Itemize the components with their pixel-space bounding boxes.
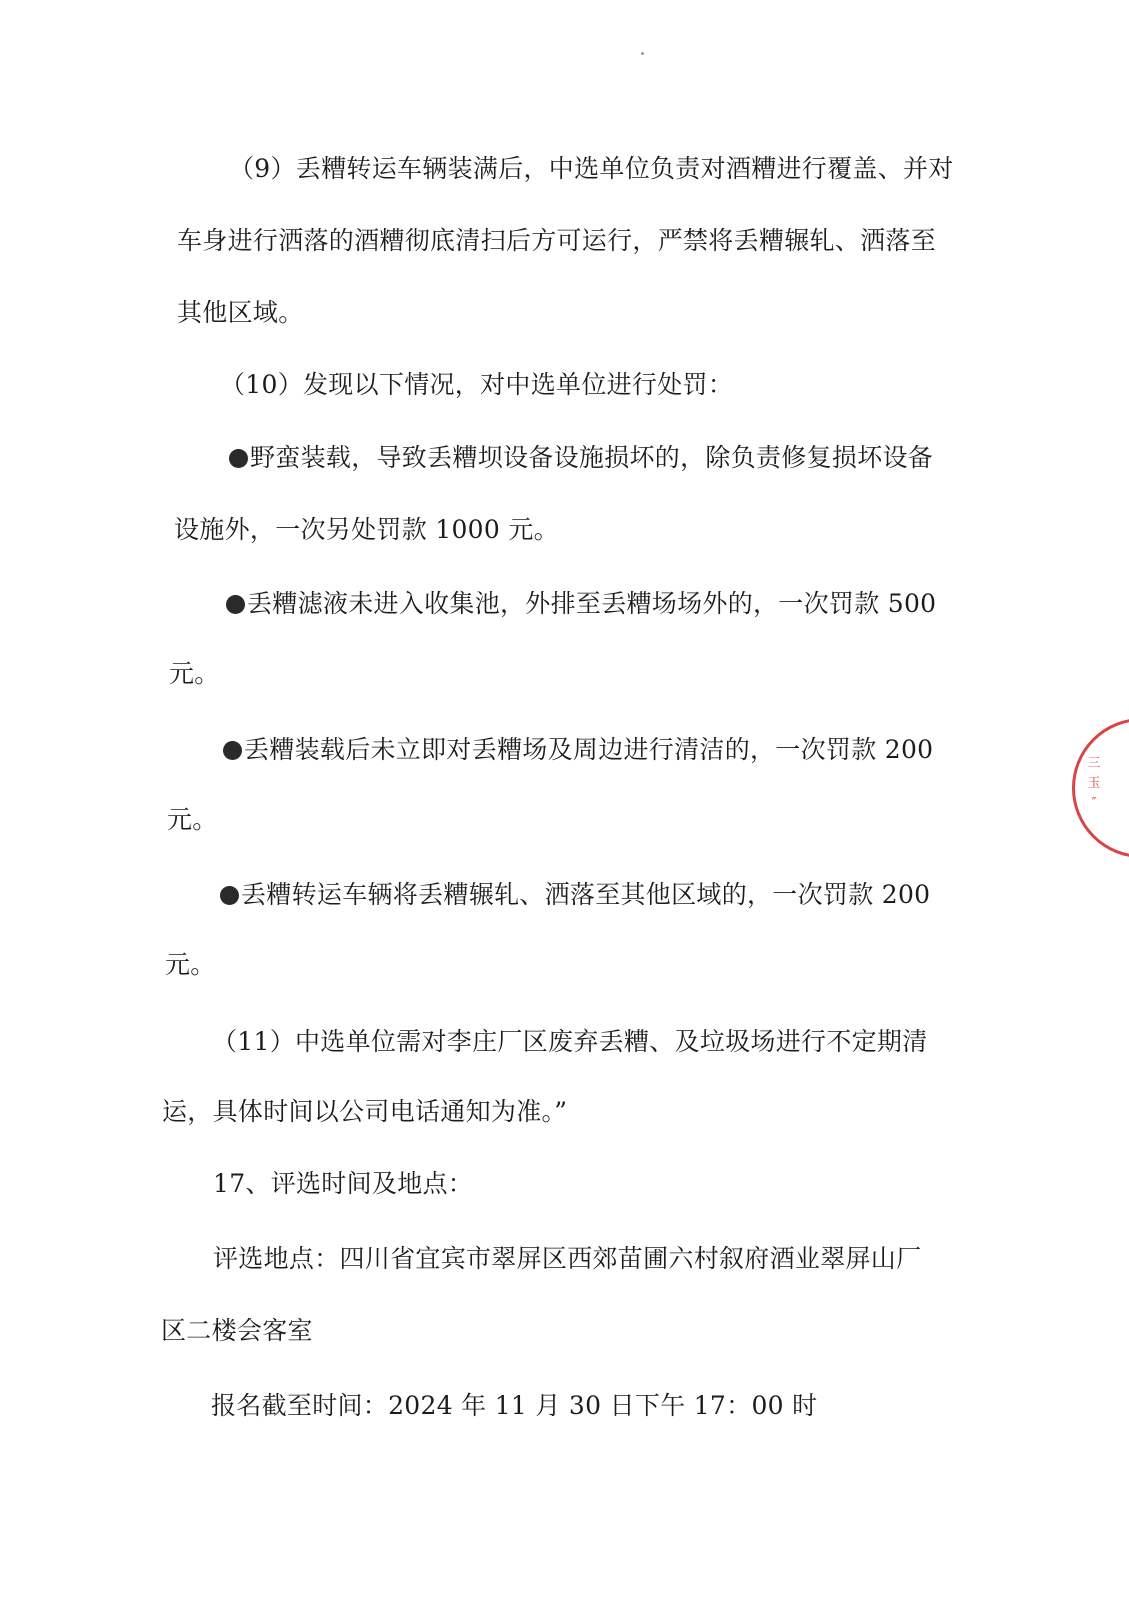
bullet-icon xyxy=(226,595,245,614)
paragraph-9-line-2: 车身进行洒落的酒糟彻底清扫后方可运行，严禁将丢糟辗轧、洒落至 xyxy=(177,226,937,255)
paragraph-11-line-2: 运，具体时间以公司电话通知为准。” xyxy=(162,1097,568,1126)
scan-speck xyxy=(641,52,644,55)
penalty-item-4-text: 丢糟转运车辆将丢糟辗轧、洒落至其他区域的，一次罚款 200 xyxy=(241,880,931,909)
venue-line-1: 评选地点：四川省宜宾市翠屏区西郊苗圃六村叙府酒业翠屏山厂 xyxy=(213,1244,922,1273)
penalty-item-3-text: 丢糟装载后未立即对丢糟场及周边进行清洁的，一次罚款 200 xyxy=(244,735,934,764)
penalty-item-2-line-2: 元。 xyxy=(169,659,220,688)
penalty-item-1-text: 野蛮装载，导致丢糟坝设备设施损坏的，除负责修复损坏设备 xyxy=(250,443,934,472)
paragraph-9-line-1: （9）丢糟转运车辆装满后，中选单位负责对酒糟进行覆盖、并对 xyxy=(229,154,954,183)
seal-lettering: 三 玉 ″ xyxy=(1087,756,1101,811)
paragraph-10-heading: （10）发现以下情况，对中选单位进行处罚： xyxy=(220,370,734,399)
paragraph-9-line-3: 其他区域。 xyxy=(177,298,304,327)
penalty-item-2-text: 丢糟滤液未进入收集池，外排至丢糟场场外的，一次罚款 500 xyxy=(247,589,937,618)
venue-line-2: 区二楼会客室 xyxy=(161,1316,313,1345)
penalty-item-3-line-1 xyxy=(223,733,933,767)
penalty-item-1-line-2: 设施外，一次另处罚款 1000 元。 xyxy=(174,515,559,544)
penalty-item-4-line-2: 元。 xyxy=(165,950,216,979)
penalty-item-2-line-1 xyxy=(226,587,936,621)
bullet-icon xyxy=(220,886,239,905)
bullet-icon xyxy=(229,449,248,468)
paragraph-11-line-1: （11）中选单位需对李庄厂区废弃丢糟、及垃圾场进行不定期清 xyxy=(212,1027,928,1056)
penalty-item-1-line-1 xyxy=(229,441,933,475)
bullet-icon xyxy=(223,741,242,760)
red-seal-stamp xyxy=(1070,718,1129,858)
penalty-item-4-line-1 xyxy=(220,878,930,912)
penalty-item-3-line-2: 元。 xyxy=(167,805,218,834)
registration-deadline: 报名截至时间：2024 年 11 月 30 日下午 17：00 时 xyxy=(211,1391,818,1420)
section-17-heading: 17、评选时间及地点： xyxy=(213,1169,474,1198)
